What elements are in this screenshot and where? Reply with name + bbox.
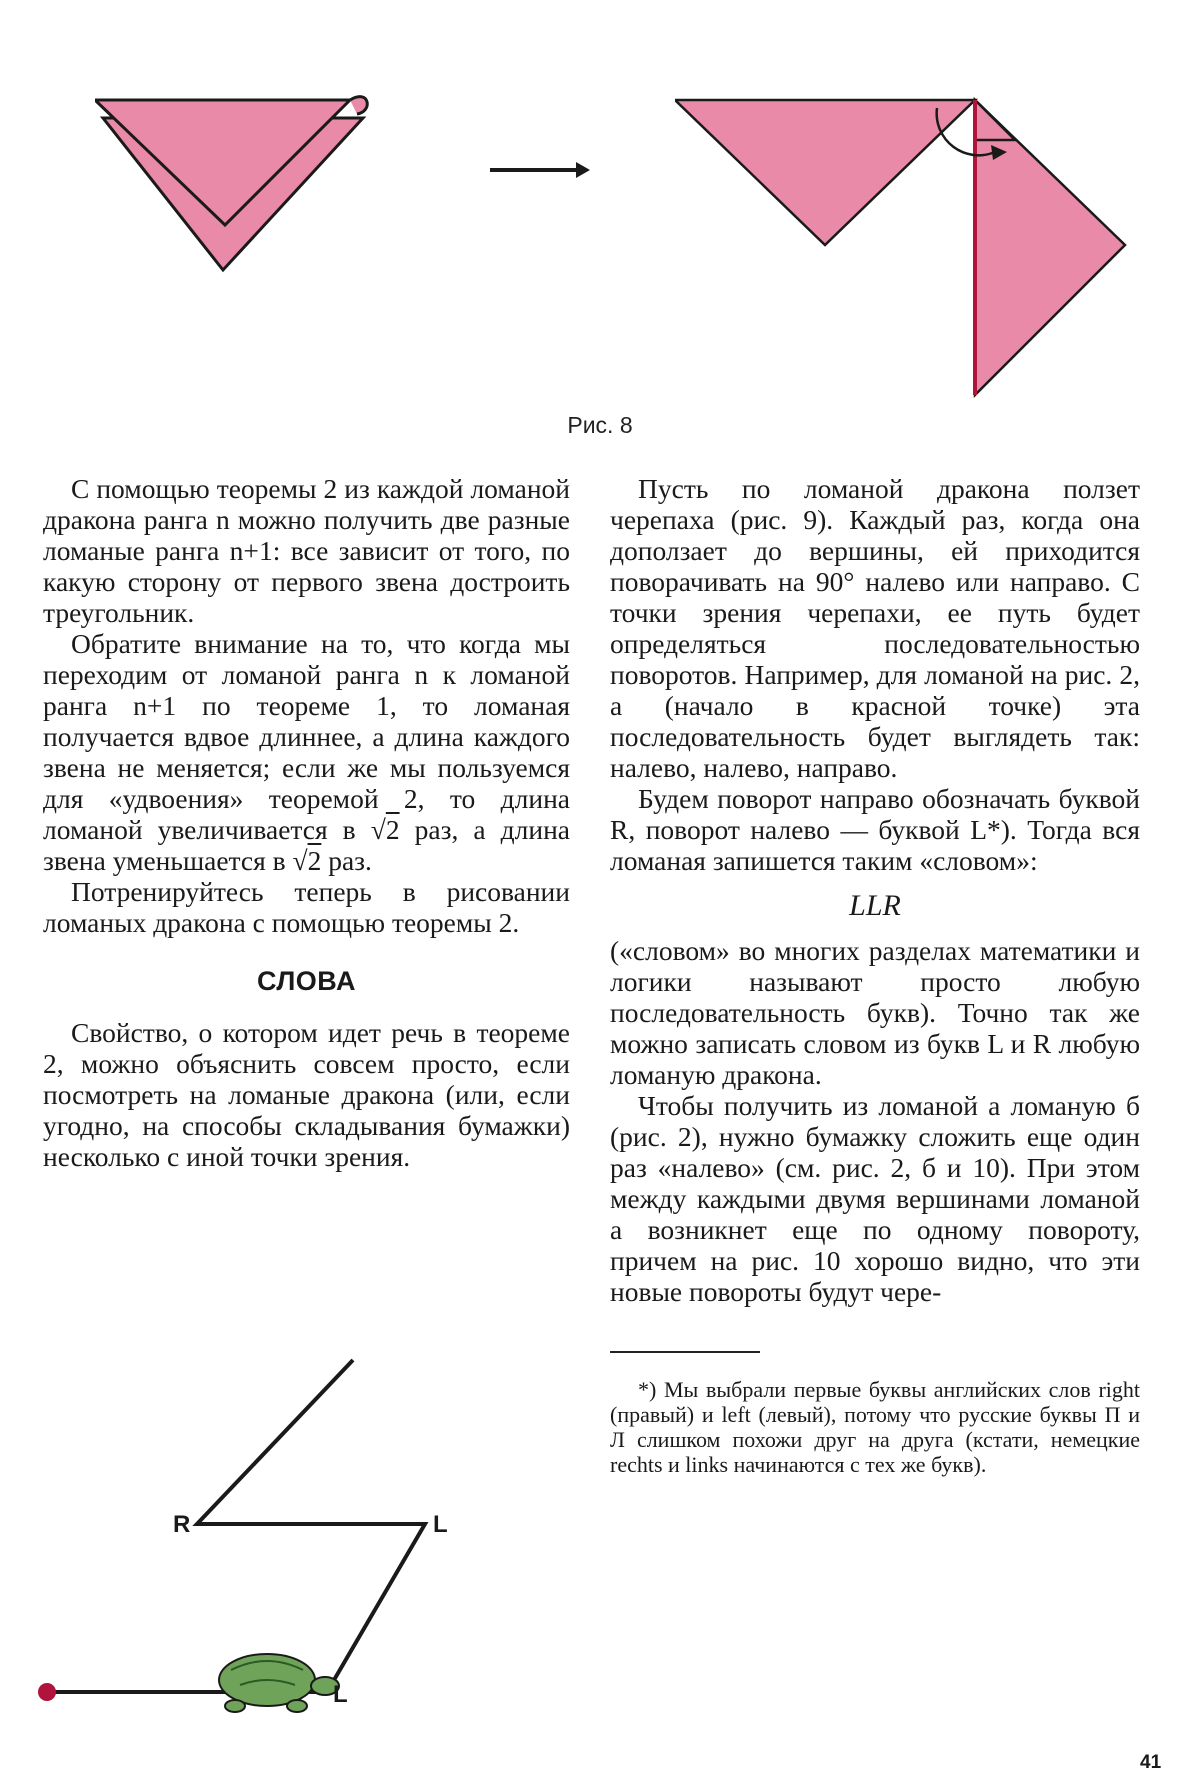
footnote-rule	[610, 1351, 760, 1353]
fold-curl	[350, 97, 367, 114]
start-dot	[38, 1683, 56, 1701]
section-heading: СЛОВА	[257, 966, 356, 996]
figure9-turtle-path	[35, 1340, 555, 1730]
left-paragraph-3: Потренируйтесь теперь в рисовании ломаных дракона с помощью теоремы 2.	[43, 876, 570, 938]
footnote: *) Мы выбрали первые буквы английских слов right (правый) и left (левый), потому что русские буквы П и Л слишком похожи друг на друга (кстати, немецкие rechts и links начинаются с тех же букв).	[610, 1377, 1140, 1477]
left-paragraph-4: Свойство, о котором идет речь в теореме 2, можно объяснить совсем просто, если посмотреть на ломаные дракона (или, если угодно, на способы складывания бумажки) несколько с иной точки зрения.	[43, 1017, 570, 1172]
right-triangle	[975, 100, 1125, 395]
right-paragraph-2: Будем поворот направо обозначать буквой R, поворот налево — буквой L*). Тогда вся ломаная запишется таким «словом»:	[610, 783, 1140, 876]
word-formula: LLR	[849, 889, 901, 922]
left-triangle	[675, 100, 975, 245]
label-l-top: L	[433, 1511, 448, 1538]
label-l-bottom: L	[333, 1681, 348, 1708]
right-column	[610, 473, 1140, 1477]
right-paragraph-4: Чтобы получить из ломаной а ломаную б (рис. 2), нужно бумажку сложить еще один раз «налево» (см. рис. 2, б и 10). При этом между каждыми двумя вершинами ломаной а возникнет еще по одному повороту, причем на рис. 10 хорошо видно, что эти новые повороты будут чере-	[610, 1090, 1140, 1307]
figure8-folded-triangle	[95, 90, 425, 280]
arrow-right-icon	[490, 150, 590, 190]
fold-flap	[975, 100, 1015, 140]
figure8-caption: Рис. 8	[567, 412, 633, 438]
right-paragraph-1: Пусть по ломаной дракона ползет черепаха (рис. 9). Каждый раз, когда она доползает до вершины, ей приходится поворачивать на 90° налево или направо. С точки зрения черепахи, ее путь будет определяться последовательностью поворотов. Например, для ломаной на рис. 2, а (начало в красной точке) эта последовательность будет выглядеть так: налево, налево, направо.	[610, 473, 1140, 783]
dragon-polyline	[47, 1360, 425, 1692]
left-paragraph-2: Обратите внимание на то, что когда мы переходим от ломаной ранга n к ломаной ранга n+1 по теореме 1, то ломаная получается вдвое длиннее, а длина каждого звена не меняется; если же мы пользуемся для «удвоения» теоремой 2, то длина ломаной увеличивается в √2 раз, а длина звена уменьшается в √2 раз.	[43, 628, 571, 876]
page-number: 41	[1140, 1752, 1162, 1773]
turtle-icon	[219, 1654, 339, 1712]
figure8-unfolded	[675, 90, 1155, 400]
left-paragraph-1: С помощью теоремы 2 из каждой ломаной дракона ранга n можно получить две разные ломаные ранга n+1: все зависит от того, по какую сторону от первого звена достроить треугольник.	[43, 473, 570, 628]
sqrt-symbol: √2	[370, 814, 400, 845]
right-paragraph-3: («словом» во многих разделах математики и логики называют просто любую последовательность букв). Точно так же можно записать словом из букв L и R любую ломаную дракона.	[610, 935, 1140, 1090]
left-column	[43, 473, 570, 1172]
sqrt-symbol-2: √2	[292, 845, 322, 876]
label-r: R	[173, 1511, 191, 1538]
